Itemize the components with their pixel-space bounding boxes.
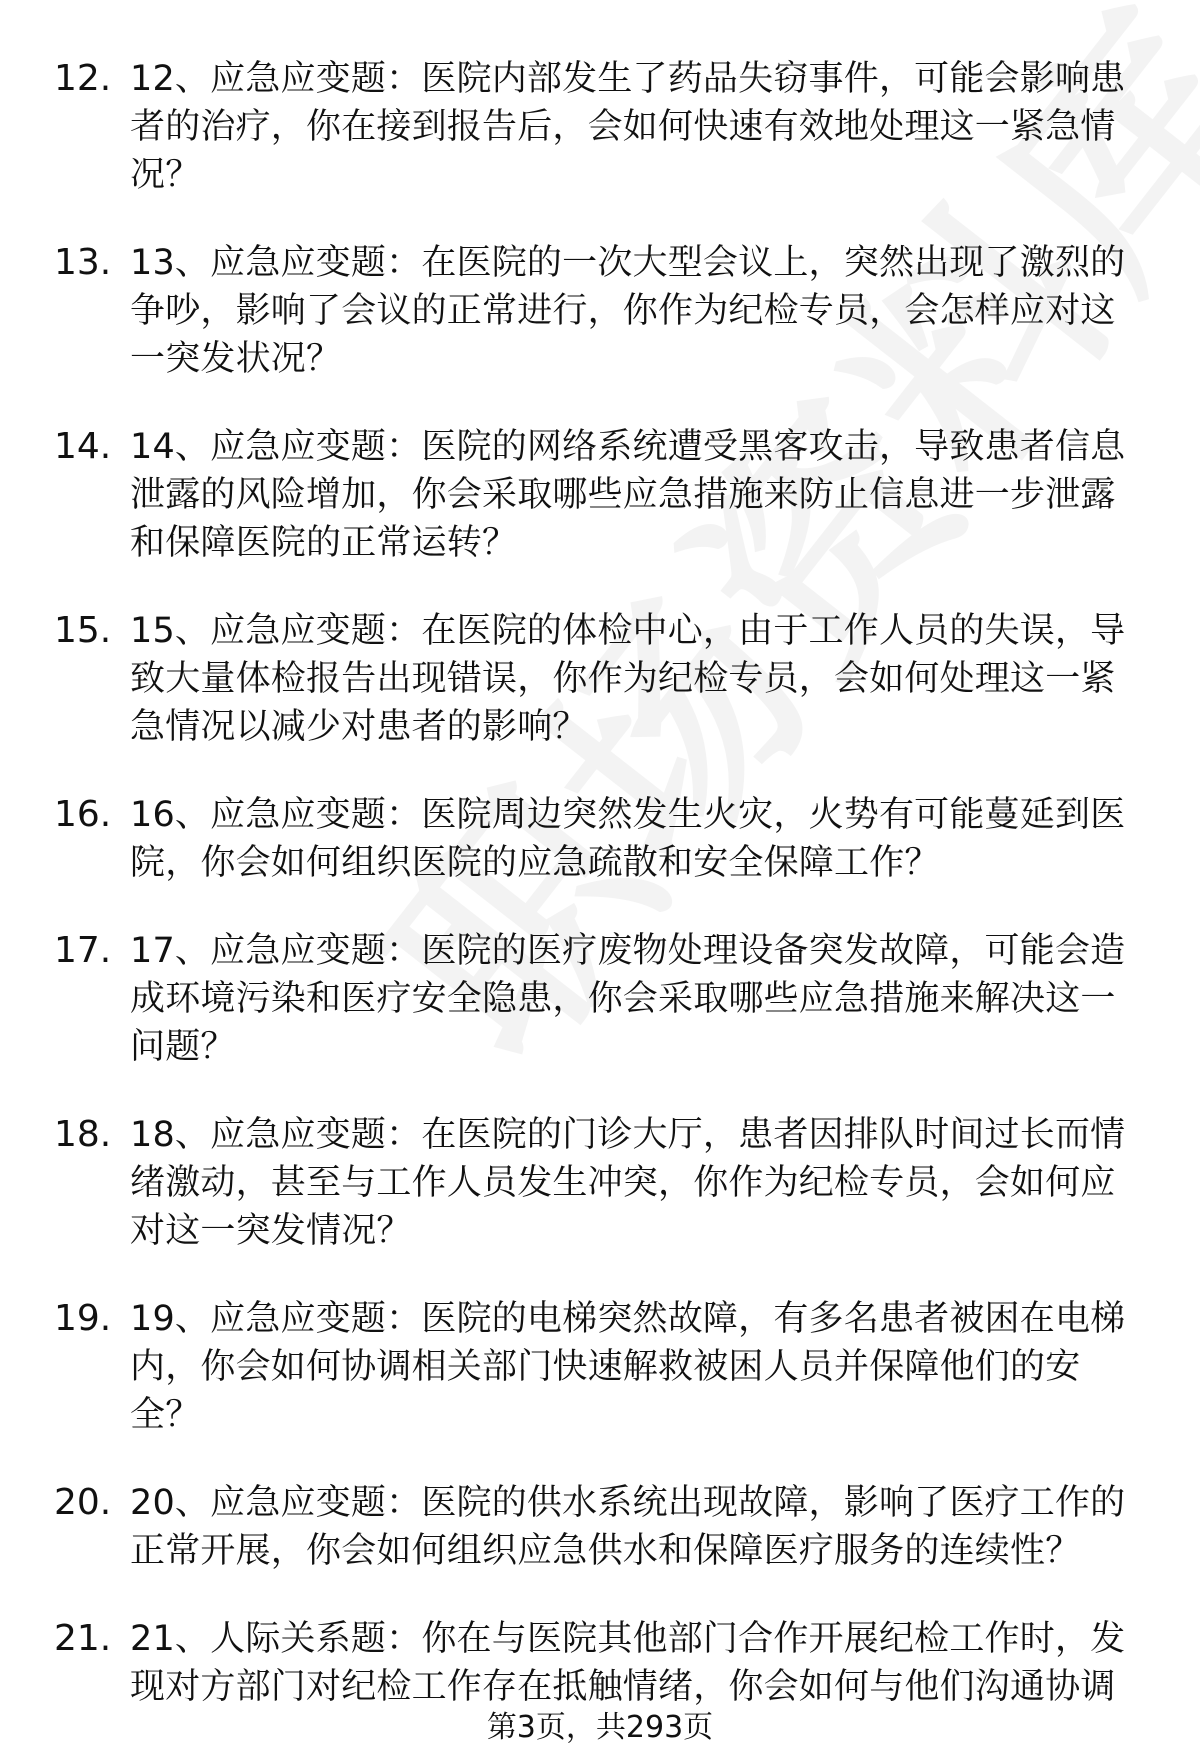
list-item [0, 791, 1200, 887]
question-number: 13. [54, 242, 112, 283]
question-list [0, 55, 1200, 1751]
question-text: 15、应急应变题：在医院的体检中心，由于工作人员的失误，导致大量体检报告出现错误，你作为纪检专员，会如何处理这一紧急情况以减少对患者的影响？ [130, 611, 1126, 747]
question-text: 20、应急应变题：医院的供水系统出现故障，影响了医疗工作的正常开展，你会如何组织应急供水和保障医疗服务的连续性？ [130, 1483, 1126, 1571]
question-number: 12. [54, 58, 112, 99]
list-item [0, 1479, 1200, 1575]
question-text: 14、应急应变题：医院的网络系统遭受黑客攻击，导致患者信息泄露的风险增加，你会采取哪些应急措施来防止信息进一步泄露和保障医院的正常运转？ [130, 427, 1126, 563]
question-number: 16. [54, 794, 112, 835]
list-item [0, 1295, 1200, 1439]
question-text: 13、应急应变题：在医院的一次大型会议上，突然出现了激烈的争吵，影响了会议的正常进行，你作为纪检专员，会怎样应对这一突发状况？ [130, 243, 1126, 379]
list-item [0, 239, 1200, 383]
list-item [0, 607, 1200, 751]
question-text: 19、应急应变题：医院的电梯突然故障，有多名患者被困在电梯内，你会如何协调相关部门快速解救被困人员并保障他们的安全？ [130, 1299, 1126, 1435]
list-item [0, 423, 1200, 567]
question-text: 12、应急应变题：医院内部发生了药品失窃事件，可能会影响患者的治疗，你在接到报告后，会如何快速有效地处理这一紧急情况？ [130, 59, 1126, 195]
question-text: 21、人际关系题：你在与医院其他部门合作开展纪检工作时，发现对方部门对纪检工作存在抵触情绪，你会如何与他们沟通协调 [130, 1619, 1126, 1707]
question-number: 17. [54, 930, 112, 971]
page-number-footer: 第3页，共293页 [486, 1710, 714, 1745]
question-number: 15. [54, 610, 112, 651]
question-number: 18. [54, 1114, 112, 1155]
question-text: 17、应急应变题：医院的医疗废物处理设备突发故障，可能会造成环境污染和医疗安全隐患，你会采取哪些应急措施来解决这一问题？ [130, 931, 1126, 1067]
list-item [0, 1111, 1200, 1255]
question-text: 18、应急应变题：在医院的门诊大厅，患者因排队时间过长而情绪激动，甚至与工作人员发生冲突，你作为纪检专员，会如何应对这一突发情况？ [130, 1115, 1126, 1251]
question-number: 19. [54, 1298, 112, 1339]
list-item [0, 55, 1200, 199]
question-number: 14. [54, 426, 112, 467]
list-item [0, 927, 1200, 1071]
question-number: 21. [54, 1618, 112, 1659]
list-item [0, 1615, 1200, 1711]
question-text: 16、应急应变题：医院周边突然发生火灾，火势有可能蔓延到医院，你会如何组织医院的应急疏散和安全保障工作？ [130, 795, 1126, 883]
question-number: 20. [54, 1482, 112, 1523]
